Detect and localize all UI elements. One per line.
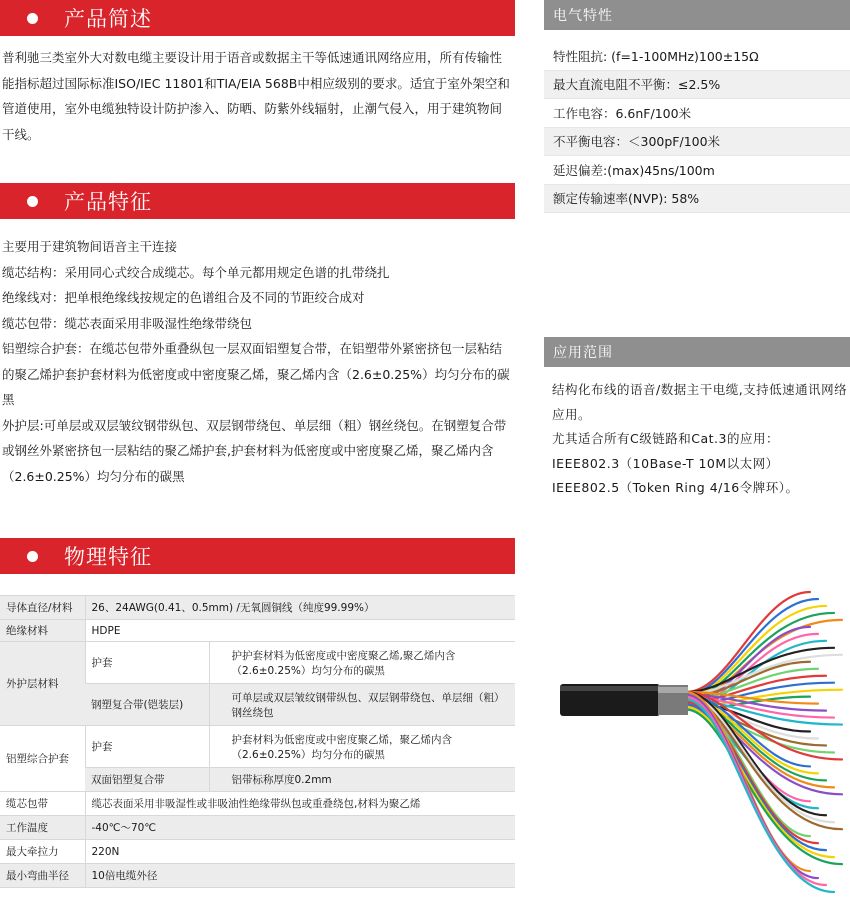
electrical-header: 电气特性 xyxy=(544,0,850,30)
outer-armor-label: 钢塑复合带(铠装层) xyxy=(85,684,209,726)
application-text xyxy=(552,378,848,501)
application-line: 结构化布线的语音/数据主干电缆,支持低速通讯网络应用。 xyxy=(552,382,848,422)
feature-line: 铝塑综合护套：在缆芯包带外重叠纵包一层双面铝塑复合带，在铝塑带外紧密挤包一层粘结的聚乙烯护套护套材料为低密度或中密度聚乙烯，聚乙烯内含（2.6±0.25%）均匀分布的碳黑 xyxy=(2,341,510,407)
bend-label: 最小弯曲半径 xyxy=(0,864,85,888)
electrical-item: 最大直流电阻不平衡：≤2.5% xyxy=(544,71,850,100)
physical-table xyxy=(0,595,515,888)
features-header xyxy=(0,183,515,219)
wrap-value: 缆芯表面采用非吸湿性或非吸油性绝缘带纵包或重叠绕包,材料为聚乙烯 xyxy=(85,792,515,816)
feature-line: 外护层:可单层或双层皱纹钢带纵包、双层钢带绕包、单层细（粗）钢丝绕包。在钢塑复合带或钢丝外紧密挤包一层粘结的聚乙烯护套,护套材料为低密度或中密度聚乙烯，聚乙烯内含（2.6±0.25%）均匀分布的碳黑 xyxy=(2,417,507,484)
cable-illustration xyxy=(560,582,850,902)
bullet-icon xyxy=(27,13,38,24)
overview-header xyxy=(0,0,515,36)
outer-sheath-value: 护护套材料为低密度或中密度聚乙烯,聚乙烯内含（2.6±0.25%）均匀分布的碳黑 xyxy=(209,642,515,684)
electrical-list xyxy=(544,42,850,213)
application-line: IEEE802.3（10Base-T 10M以太网） xyxy=(552,455,779,471)
insulation-value: HDPE xyxy=(85,620,515,642)
tension-value: 220N xyxy=(85,840,515,864)
table-row xyxy=(0,840,515,864)
al-label: 铝塑综合护套 xyxy=(0,726,85,792)
wrap-label: 缆芯包带 xyxy=(0,792,85,816)
tension-label: 最大牵拉力 xyxy=(0,840,85,864)
overview-title: 产品简述 xyxy=(64,7,152,31)
electrical-item: 不平衡电容：＜300pF/100米 xyxy=(544,128,850,157)
feature-line: 缆芯结构：采用同心式绞合成缆芯。每个单元都用规定色谱的扎带绕扎 xyxy=(2,264,390,280)
features-list xyxy=(2,234,514,489)
table-row xyxy=(0,864,515,888)
bend-value: 10倍电缆外径 xyxy=(85,864,515,888)
insulation-label: 绝缘材料 xyxy=(0,620,85,642)
features-title: 产品特征 xyxy=(64,190,152,214)
physical-title: 物理特征 xyxy=(64,545,152,569)
electrical-item: 额定传输速率(NVP): 58% xyxy=(544,185,850,214)
temp-value: -40℃～70℃ xyxy=(85,816,515,840)
physical-header xyxy=(0,538,515,574)
bullet-icon xyxy=(27,196,38,207)
bullet-icon xyxy=(27,551,38,562)
overview-text: 普利驰三类室外大对数电缆主要设计用于语音或数据主干等低速通讯网络应用，所有传输性能指标超过国际标准ISO/IEC 11801和TIA/EIA 568B中相应级别的要求。适宜于室外架空和管道使用，室外电缆独特设计防护渗入、防晒、防紫外线辐射，止潮气侵入，用于建筑物间干线。 xyxy=(2,50,510,142)
feature-line: 缆芯包带：缆芯表面采用非吸湿性绝缘带绕包 xyxy=(2,315,253,331)
table-row xyxy=(0,620,515,642)
al-sheath-value: 护套材料为低密度或中密度聚乙烯，聚乙烯内含（2.6±0.25%）均匀分布的碳黑 xyxy=(209,726,515,768)
application-header: 应用范围 xyxy=(544,337,850,367)
conductor-label: 导体直径/材料 xyxy=(0,596,85,620)
electrical-item: 工作电容：6.6nF/100米 xyxy=(544,99,850,128)
application-line: IEEE802.5（Token Ring 4/16令牌环）。 xyxy=(552,480,799,495)
cable-image xyxy=(560,582,850,902)
electrical-item: 特性阻抗: (f=1-100MHz)100±15Ω xyxy=(544,42,850,71)
feature-line: 主要用于建筑物间语音主干连接 xyxy=(2,239,178,254)
feature-line: 绝缘线对：把单根绝缘线按规定的色谱组合及不同的节距绞合成对 xyxy=(2,290,365,305)
application-line: 尤其适合所有C级链路和Cat.3的应用： xyxy=(552,431,779,446)
outer-armor-value: 可单层或双层皱纹钢带纵包、双层钢带绕包、单层细（粗）钢丝绕包 xyxy=(209,684,515,726)
table-row xyxy=(0,642,515,684)
al-tape-label: 双面铝塑复合带 xyxy=(85,768,209,792)
table-row xyxy=(0,816,515,840)
electrical-item: 延迟偏差:(max)45ns/100m xyxy=(544,156,850,185)
al-tape-value: 铝带标称厚度0.2mm xyxy=(209,768,515,792)
table-row xyxy=(0,726,515,768)
table-row xyxy=(0,596,515,620)
wire-strand xyxy=(686,707,834,857)
temp-label: 工作温度 xyxy=(0,816,85,840)
outer-label: 外护层材料 xyxy=(0,642,85,726)
al-sheath-label: 护套 xyxy=(85,726,209,768)
outer-sheath-label: 护套 xyxy=(85,642,209,684)
conductor-value: 26、24AWG(0.41、0.5mm) /无氧圆铜线（纯度99.99%） xyxy=(85,596,515,620)
table-row xyxy=(0,792,515,816)
